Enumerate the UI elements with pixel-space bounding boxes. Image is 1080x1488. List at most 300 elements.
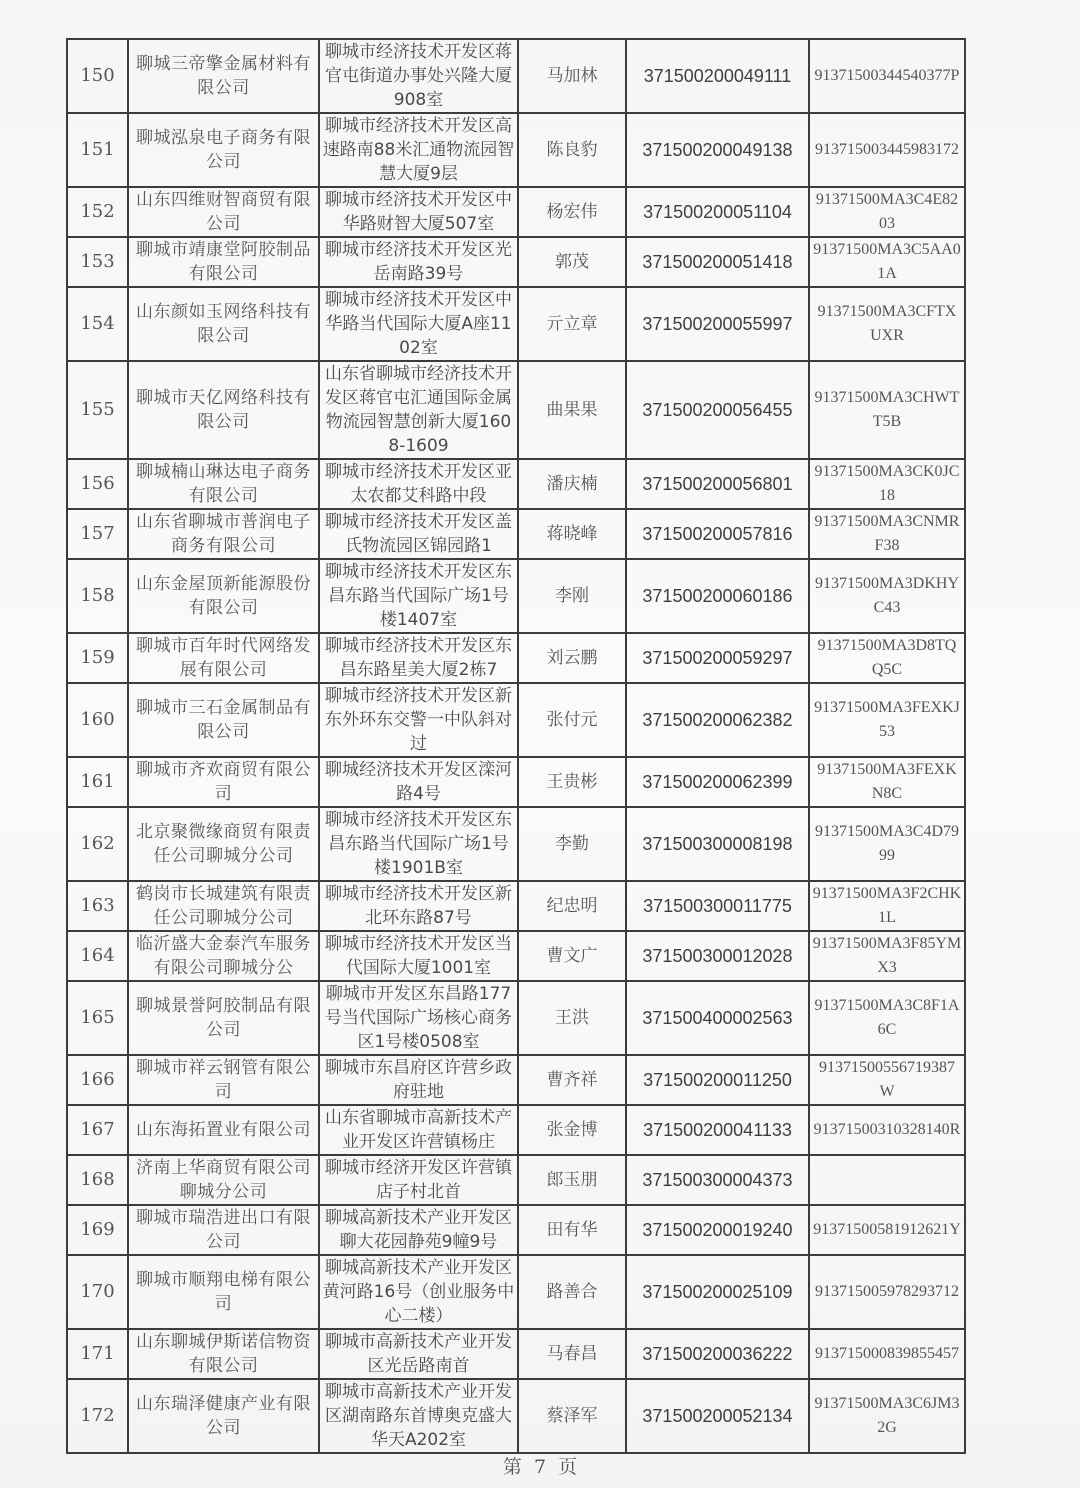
credit-code-cell bbox=[809, 683, 965, 757]
table-row bbox=[67, 1105, 965, 1155]
registration-number-cell bbox=[626, 683, 809, 757]
company-name: 山东颜如玉网络科技有限公司 bbox=[136, 302, 311, 346]
credit-code: 91371500581912621Y bbox=[813, 1221, 961, 1238]
company-name: 山东省聊城市普润电子商务有限公司 bbox=[136, 512, 311, 556]
row-number-cell bbox=[67, 757, 128, 807]
row-number: 152 bbox=[80, 201, 115, 222]
registration-number: 371500200062399 bbox=[642, 772, 793, 792]
legal-representative: 郭茂 bbox=[555, 252, 589, 272]
credit-code-cell bbox=[809, 1379, 965, 1453]
address-cell bbox=[319, 931, 518, 981]
legal-rep-cell bbox=[518, 1155, 626, 1205]
row-number-cell bbox=[67, 39, 128, 113]
company-name: 聊城楠山琳达电子商务有限公司 bbox=[136, 462, 311, 506]
legal-representative: 曹文广 bbox=[546, 946, 598, 966]
credit-code-cell bbox=[809, 287, 965, 361]
company-name: 聊城市顺翔电梯有限公司 bbox=[136, 1270, 311, 1314]
credit-code-cell bbox=[809, 1329, 965, 1379]
table-row bbox=[67, 1255, 965, 1329]
row-number: 161 bbox=[80, 771, 115, 792]
legal-representative: 蔡泽军 bbox=[546, 1406, 598, 1426]
credit-code-cell bbox=[809, 39, 965, 113]
credit-code: 91371500MA3DKHYC43 bbox=[815, 575, 959, 616]
credit-code: 91371500310328140R bbox=[813, 1121, 961, 1138]
company-name-cell bbox=[128, 361, 319, 459]
enterprise-register-table bbox=[66, 38, 966, 1454]
legal-rep-cell bbox=[518, 881, 626, 931]
credit-code: 91371500MA3F85YMX3 bbox=[812, 935, 962, 976]
credit-code: 91371500MA3CFTXUXR bbox=[817, 303, 957, 344]
table-row bbox=[67, 1055, 965, 1105]
registration-number-cell bbox=[626, 187, 809, 237]
company-name-cell bbox=[128, 1329, 319, 1379]
row-number: 153 bbox=[80, 251, 115, 272]
table-row bbox=[67, 633, 965, 683]
registration-number-cell bbox=[626, 559, 809, 633]
credit-code: 91371500MA3CHWTT5B bbox=[814, 389, 960, 430]
registration-number: 371500200056455 bbox=[642, 400, 793, 420]
company-name-cell bbox=[128, 237, 319, 287]
company-name: 聊城市齐欢商贸有限公司 bbox=[136, 760, 311, 804]
legal-representative: 王贵彬 bbox=[546, 772, 598, 792]
company-name: 北京聚微缘商贸有限责任公司聊城分公司 bbox=[136, 822, 311, 866]
address: 聊城市经济技术开发区蒋官屯街道办事处兴隆大厦908室 bbox=[325, 42, 512, 110]
address-cell bbox=[319, 361, 518, 459]
company-name-cell bbox=[128, 113, 319, 187]
table-row bbox=[67, 287, 965, 361]
row-number: 156 bbox=[80, 473, 115, 494]
registration-number-cell bbox=[626, 981, 809, 1055]
address-cell bbox=[319, 559, 518, 633]
company-name: 山东海拓置业有限公司 bbox=[136, 1120, 311, 1140]
legal-rep-cell bbox=[518, 1055, 626, 1105]
legal-rep-cell bbox=[518, 981, 626, 1055]
registration-number-cell bbox=[626, 459, 809, 509]
registration-number-cell bbox=[626, 757, 809, 807]
address: 山东省聊城市高新技术产业开发区许营镇杨庄 bbox=[325, 1108, 512, 1152]
row-number: 163 bbox=[80, 895, 115, 916]
table-row bbox=[67, 1329, 965, 1379]
company-name: 聊城市天亿网络科技有限公司 bbox=[136, 388, 311, 432]
company-name: 聊城市三石金属制品有限公司 bbox=[136, 698, 311, 742]
registration-number-cell bbox=[626, 1329, 809, 1379]
legal-representative: 潘庆楠 bbox=[546, 474, 598, 494]
company-name: 山东瑞泽健康产业有限公司 bbox=[136, 1394, 311, 1438]
legal-representative: 刘云鹏 bbox=[546, 648, 598, 668]
company-name: 聊城市祥云钢管有限公司 bbox=[136, 1058, 311, 1102]
registration-number: 371500300011775 bbox=[643, 896, 792, 916]
address-cell bbox=[319, 187, 518, 237]
row-number: 160 bbox=[80, 709, 115, 730]
company-name: 临沂盛大金泰汽车服务有限公司聊城分公 bbox=[136, 934, 311, 978]
credit-code-cell bbox=[809, 807, 965, 881]
registration-number: 371500200041133 bbox=[643, 1120, 792, 1140]
address: 聊城市经济技术开发区中华路财智大厦507室 bbox=[325, 190, 512, 234]
credit-code: 91371500MA3FEXKJ53 bbox=[814, 699, 960, 740]
row-number: 170 bbox=[80, 1281, 115, 1302]
table-row bbox=[67, 931, 965, 981]
address: 聊城市经济技术开发区东昌东路星美大厦2栋7 bbox=[325, 636, 512, 680]
registration-number: 371500200055997 bbox=[642, 314, 793, 334]
legal-representative: 曲果果 bbox=[546, 400, 598, 420]
registration-number: 371500300012028 bbox=[642, 946, 793, 966]
row-number-cell bbox=[67, 1105, 128, 1155]
credit-code-cell bbox=[809, 981, 965, 1055]
registration-number-cell bbox=[626, 1255, 809, 1329]
registration-number: 371500400002563 bbox=[642, 1008, 793, 1028]
legal-representative: 杨宏伟 bbox=[546, 202, 598, 222]
registration-number: 371500200060186 bbox=[642, 586, 793, 606]
company-name: 山东四维财智商贸有限公司 bbox=[136, 190, 311, 234]
registration-number-cell bbox=[626, 39, 809, 113]
address: 聊城市东昌府区许营乡政府驻地 bbox=[325, 1058, 512, 1102]
registration-number-cell bbox=[626, 807, 809, 881]
legal-representative: 张付元 bbox=[546, 710, 598, 730]
registration-number-cell bbox=[626, 361, 809, 459]
credit-code: 91371500MA3C4E8203 bbox=[815, 191, 959, 232]
row-number: 164 bbox=[80, 945, 115, 966]
legal-rep-cell bbox=[518, 633, 626, 683]
address: 聊城市经济技术开发区盖氏物流园区锦园路1 bbox=[325, 512, 512, 556]
address: 聊城市经济技术开发区东昌东路当代国际广场1号楼1901B室 bbox=[325, 810, 512, 878]
address-cell bbox=[319, 683, 518, 757]
row-number: 171 bbox=[80, 1343, 115, 1364]
row-number-cell bbox=[67, 633, 128, 683]
credit-code-cell bbox=[809, 757, 965, 807]
credit-code: 91371500MA3F2CHK1L bbox=[812, 885, 962, 926]
legal-rep-cell bbox=[518, 39, 626, 113]
credit-code-cell bbox=[809, 633, 965, 683]
address-cell bbox=[319, 1329, 518, 1379]
credit-code: 91371500MA3CK0JC18 bbox=[814, 463, 960, 504]
address-cell bbox=[319, 633, 518, 683]
credit-code-cell bbox=[809, 1255, 965, 1329]
legal-rep-cell bbox=[518, 1105, 626, 1155]
table-row bbox=[67, 881, 965, 931]
credit-code: 913715003445983172 bbox=[815, 141, 959, 158]
company-name: 济南上华商贸有限公司聊城分公司 bbox=[136, 1158, 311, 1202]
row-number-cell bbox=[67, 807, 128, 881]
address: 聊城市高新技术产业开发区湖南路东首博奥克盛大华天A202室 bbox=[325, 1382, 512, 1450]
address: 聊城市经济开发区许营镇店子村北首 bbox=[325, 1158, 512, 1202]
row-number-cell bbox=[67, 881, 128, 931]
company-name: 聊城市百年时代网络发展有限公司 bbox=[136, 636, 311, 680]
legal-rep-cell bbox=[518, 807, 626, 881]
company-name: 聊城三帝擎金属材料有限公司 bbox=[136, 54, 311, 98]
row-number-cell bbox=[67, 931, 128, 981]
credit-code: 91371500MA3C6JM32G bbox=[814, 1395, 960, 1436]
credit-code: 91371500MA3CNMRF38 bbox=[814, 513, 960, 554]
company-name-cell bbox=[128, 509, 319, 559]
table-row bbox=[67, 39, 965, 113]
registration-number: 371500200059297 bbox=[642, 648, 793, 668]
registration-number-cell bbox=[626, 1105, 809, 1155]
page-number: 第 7 页 bbox=[502, 1456, 578, 1478]
table-row bbox=[67, 807, 965, 881]
company-name: 聊城景誉阿胶制品有限公司 bbox=[136, 996, 311, 1040]
legal-rep-cell bbox=[518, 459, 626, 509]
address-cell bbox=[319, 1155, 518, 1205]
address: 聊城市经济技术开发区亚太农都艾科路中段 bbox=[325, 462, 512, 506]
registration-number: 371500200062382 bbox=[642, 710, 793, 730]
address-cell bbox=[319, 1105, 518, 1155]
legal-rep-cell bbox=[518, 683, 626, 757]
row-number: 151 bbox=[80, 139, 115, 160]
row-number: 167 bbox=[80, 1119, 115, 1140]
legal-representative: 李刚 bbox=[555, 586, 589, 606]
table-row bbox=[67, 237, 965, 287]
credit-code: 91371500344540377P bbox=[814, 67, 960, 84]
credit-code: 91371500556719387W bbox=[819, 1059, 955, 1100]
row-number-cell bbox=[67, 287, 128, 361]
registration-number-cell bbox=[626, 881, 809, 931]
address: 聊城市经济技术开发区中华路当代国际大厦A座1102室 bbox=[325, 290, 512, 358]
company-name-cell bbox=[128, 39, 319, 113]
row-number-cell bbox=[67, 113, 128, 187]
legal-rep-cell bbox=[518, 509, 626, 559]
address: 聊城市经济技术开发区新东外环东交警一中队斜对过 bbox=[325, 686, 512, 754]
registration-number: 371500200057816 bbox=[642, 524, 793, 544]
registration-number-cell bbox=[626, 113, 809, 187]
credit-code-cell bbox=[809, 361, 965, 459]
credit-code-cell bbox=[809, 931, 965, 981]
company-name: 聊城泓泉电子商务有限公司 bbox=[136, 128, 311, 172]
address-cell bbox=[319, 1055, 518, 1105]
address-cell bbox=[319, 757, 518, 807]
credit-code-cell bbox=[809, 559, 965, 633]
registration-number: 371500200051418 bbox=[642, 252, 793, 272]
company-name-cell bbox=[128, 559, 319, 633]
legal-representative: 陈良豹 bbox=[546, 140, 598, 160]
registration-number: 371500200051104 bbox=[643, 202, 792, 222]
row-number: 157 bbox=[80, 523, 115, 544]
registration-number-cell bbox=[626, 237, 809, 287]
credit-code-cell bbox=[809, 237, 965, 287]
row-number-cell bbox=[67, 1155, 128, 1205]
address-cell bbox=[319, 1255, 518, 1329]
credit-code: 91371500MA3C4D7999 bbox=[814, 823, 959, 864]
registration-number: 371500200056801 bbox=[642, 474, 793, 494]
address: 聊城市经济技术开发区光岳南路39号 bbox=[325, 240, 512, 284]
legal-representative: 纪忠明 bbox=[546, 896, 598, 916]
row-number-cell bbox=[67, 559, 128, 633]
address-cell bbox=[319, 39, 518, 113]
row-number-cell bbox=[67, 981, 128, 1055]
credit-code-cell bbox=[809, 113, 965, 187]
registration-number: 371500200049111 bbox=[643, 66, 792, 86]
credit-code-cell bbox=[809, 1155, 965, 1205]
legal-representative: 李勤 bbox=[555, 834, 589, 854]
legal-rep-cell bbox=[518, 1379, 626, 1453]
credit-code-cell bbox=[809, 1055, 965, 1105]
table-row bbox=[67, 113, 965, 187]
legal-rep-cell bbox=[518, 187, 626, 237]
row-number: 165 bbox=[80, 1007, 115, 1028]
registration-number-cell bbox=[626, 1055, 809, 1105]
address-cell bbox=[319, 237, 518, 287]
legal-rep-cell bbox=[518, 1329, 626, 1379]
row-number-cell bbox=[67, 1329, 128, 1379]
legal-rep-cell bbox=[518, 237, 626, 287]
address-cell bbox=[319, 287, 518, 361]
legal-rep-cell bbox=[518, 559, 626, 633]
legal-representative: 张金博 bbox=[546, 1120, 598, 1140]
table-row bbox=[67, 1205, 965, 1255]
company-name-cell bbox=[128, 1205, 319, 1255]
legal-representative: 路善合 bbox=[546, 1282, 598, 1302]
company-name-cell bbox=[128, 1155, 319, 1205]
company-name-cell bbox=[128, 287, 319, 361]
row-number-cell bbox=[67, 1255, 128, 1329]
legal-rep-cell bbox=[518, 1255, 626, 1329]
legal-rep-cell bbox=[518, 287, 626, 361]
row-number-cell bbox=[67, 187, 128, 237]
address-cell bbox=[319, 1379, 518, 1453]
company-name: 聊城市瑞浩进出口有限公司 bbox=[136, 1208, 311, 1252]
table-row bbox=[67, 981, 965, 1055]
company-name-cell bbox=[128, 757, 319, 807]
legal-representative: 曹齐祥 bbox=[546, 1070, 598, 1090]
registration-number: 371500200052134 bbox=[642, 1406, 793, 1426]
company-name: 鹤岗市长城建筑有限责任公司聊城分公司 bbox=[136, 884, 311, 928]
legal-rep-cell bbox=[518, 757, 626, 807]
row-number: 169 bbox=[80, 1219, 115, 1240]
address: 山东省聊城市经济技术开发区蒋官屯汇通国际金属物流园智慧创新大厦1608-1609 bbox=[325, 364, 512, 456]
row-number-cell bbox=[67, 509, 128, 559]
legal-representative: 马加林 bbox=[546, 66, 598, 86]
credit-code: 91371500MA3C8F1A6C bbox=[814, 997, 960, 1038]
company-name-cell bbox=[128, 1055, 319, 1105]
credit-code: 913715005978293712 bbox=[815, 1283, 959, 1300]
company-name-cell bbox=[128, 981, 319, 1055]
credit-code-cell bbox=[809, 187, 965, 237]
registration-number-cell bbox=[626, 1155, 809, 1205]
legal-rep-cell bbox=[518, 361, 626, 459]
address: 聊城市经济技术开发区高速路南88米汇通物流园智慧大厦9层 bbox=[322, 116, 515, 184]
address: 聊城市经济技术开发区新北环东路87号 bbox=[325, 884, 512, 928]
company-name-cell bbox=[128, 881, 319, 931]
registration-number: 371500200025109 bbox=[642, 1282, 793, 1302]
company-name-cell bbox=[128, 683, 319, 757]
row-number-cell bbox=[67, 683, 128, 757]
row-number: 150 bbox=[80, 65, 115, 86]
table-row bbox=[67, 459, 965, 509]
company-name: 聊城市靖康堂阿胶制品有限公司 bbox=[136, 240, 311, 284]
row-number-cell bbox=[67, 361, 128, 459]
company-name-cell bbox=[128, 187, 319, 237]
legal-rep-cell bbox=[518, 113, 626, 187]
row-number: 155 bbox=[80, 399, 115, 420]
company-name-cell bbox=[128, 807, 319, 881]
row-number: 154 bbox=[80, 313, 115, 334]
address: 聊城经济技术开发区滦河路4号 bbox=[325, 760, 512, 804]
registration-number-cell bbox=[626, 1205, 809, 1255]
row-number-cell bbox=[67, 237, 128, 287]
address: 聊城市经济技术开发区东昌东路当代国际广场1号楼1407室 bbox=[325, 562, 512, 630]
registration-number-cell bbox=[626, 633, 809, 683]
address: 聊城市高新技术产业开发区光岳路南首 bbox=[325, 1332, 512, 1376]
legal-representative: 蒋晓峰 bbox=[546, 524, 598, 544]
credit-code: 91371500MA3D8TQQ5C bbox=[817, 637, 957, 678]
registration-number: 371500200011250 bbox=[643, 1070, 792, 1090]
address-cell bbox=[319, 113, 518, 187]
legal-representative: 马春昌 bbox=[546, 1344, 598, 1364]
company-name: 山东聊城伊斯诺信物资有限公司 bbox=[136, 1332, 311, 1376]
row-number: 162 bbox=[80, 833, 115, 854]
credit-code: 91371500MA3C5AA01A bbox=[813, 241, 961, 282]
credit-code-cell bbox=[809, 459, 965, 509]
legal-rep-cell bbox=[518, 1205, 626, 1255]
registration-number-cell bbox=[626, 509, 809, 559]
table-row bbox=[67, 757, 965, 807]
address-cell bbox=[319, 459, 518, 509]
legal-representative: 郎玉朋 bbox=[546, 1170, 598, 1190]
credit-code: 913715000839855457 bbox=[815, 1345, 959, 1362]
table-row bbox=[67, 509, 965, 559]
legal-representative: 亓立章 bbox=[546, 314, 598, 334]
row-number: 168 bbox=[80, 1169, 115, 1190]
company-name-cell bbox=[128, 1255, 319, 1329]
company-name-cell bbox=[128, 459, 319, 509]
row-number-cell bbox=[67, 1379, 128, 1453]
registration-number: 371500200019240 bbox=[642, 1220, 793, 1240]
row-number: 172 bbox=[80, 1405, 115, 1426]
table-row bbox=[67, 1155, 965, 1205]
table-row bbox=[67, 187, 965, 237]
company-name-cell bbox=[128, 633, 319, 683]
address: 聊城高新技术产业开发区黄河路16号（创业服务中心二楼） bbox=[322, 1258, 515, 1326]
address-cell bbox=[319, 509, 518, 559]
row-number-cell bbox=[67, 1055, 128, 1105]
registration-number-cell bbox=[626, 931, 809, 981]
address: 聊城市经济技术开发区当代国际大厦1001室 bbox=[325, 934, 512, 978]
credit-code: 91371500MA3FEXKN8C bbox=[817, 761, 957, 802]
row-number: 166 bbox=[80, 1069, 115, 1090]
credit-code-cell bbox=[809, 1205, 965, 1255]
row-number-cell bbox=[67, 459, 128, 509]
table-row bbox=[67, 361, 965, 459]
address: 聊城市开发区东昌路177号当代国际广场核心商务区1号楼0508室 bbox=[325, 984, 512, 1052]
registration-number-cell bbox=[626, 287, 809, 361]
legal-representative: 王洪 bbox=[555, 1008, 589, 1028]
company-name-cell bbox=[128, 931, 319, 981]
row-number-cell bbox=[67, 1205, 128, 1255]
registration-number: 371500200036222 bbox=[642, 1344, 793, 1364]
row-number: 159 bbox=[80, 647, 115, 668]
company-name-cell bbox=[128, 1379, 319, 1453]
address: 聊城高新技术产业开发区聊大花园静苑9幢9号 bbox=[325, 1208, 512, 1252]
credit-code-cell bbox=[809, 509, 965, 559]
company-name: 山东金屋顶新能源股份有限公司 bbox=[136, 574, 311, 618]
company-name-cell bbox=[128, 1105, 319, 1155]
address-cell bbox=[319, 807, 518, 881]
address-cell bbox=[319, 981, 518, 1055]
row-number: 158 bbox=[80, 585, 115, 606]
address-cell bbox=[319, 1205, 518, 1255]
credit-code-cell bbox=[809, 881, 965, 931]
table-row bbox=[67, 683, 965, 757]
registration-number: 371500300004373 bbox=[642, 1170, 793, 1190]
legal-representative: 田有华 bbox=[546, 1220, 598, 1240]
table-body bbox=[67, 39, 965, 1453]
credit-code-cell bbox=[809, 1105, 965, 1155]
registration-number: 371500200049138 bbox=[642, 140, 793, 160]
table-row bbox=[67, 559, 965, 633]
table-row bbox=[67, 1379, 965, 1453]
registration-number: 371500300008198 bbox=[642, 834, 793, 854]
registration-number-cell bbox=[626, 1379, 809, 1453]
legal-rep-cell bbox=[518, 931, 626, 981]
